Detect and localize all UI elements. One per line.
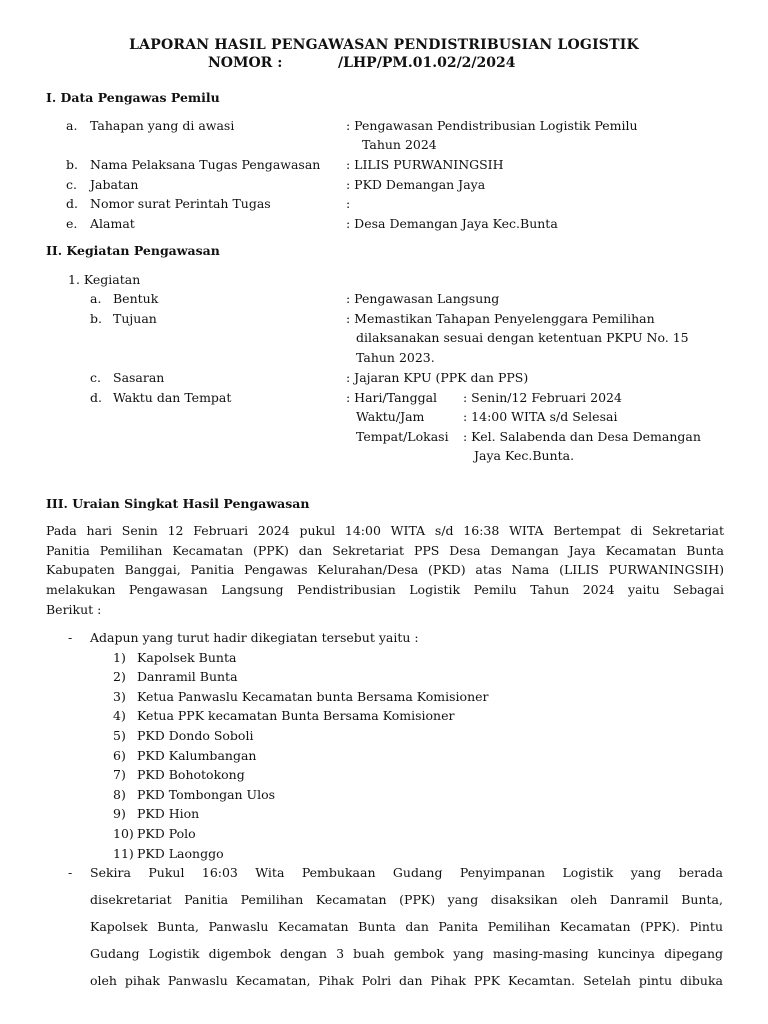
row-letter: d. — [66, 196, 78, 211]
row-letter: b. — [66, 157, 78, 172]
bullet-dash: - — [68, 630, 73, 645]
tempat-value: : Kel. Salabenda dan Desa Demangan — [463, 429, 701, 444]
list-number: 2) — [113, 669, 126, 684]
list-number: 3) — [113, 689, 126, 704]
row-value-cont: Tahun 2024 — [362, 137, 437, 152]
document-title: LAPORAN HASIL PENGAWASAN PENDISTRIBUSIAN LOGISTIK — [129, 37, 639, 53]
paragraph-line: Berikut : — [46, 602, 102, 617]
bullet-dash: - — [68, 865, 73, 880]
list-number: 10) — [113, 826, 134, 841]
list-item: Ketua Panwaslu Kecamatan bunta Bersama Komisioner — [137, 689, 489, 704]
row-value-b: : Senin/12 Februari 2024 — [463, 390, 622, 405]
row-label: Sasaran — [113, 370, 165, 385]
row-value: : PKD Demangan Jaya — [346, 177, 486, 192]
row-letter: c. — [90, 370, 101, 385]
row-label: Alamat — [90, 216, 135, 231]
row-letter: d. — [90, 390, 102, 405]
row-value: : Jajaran KPU (PPK dan PPS) — [346, 370, 529, 385]
list-item: PKD Hion — [137, 806, 200, 821]
paragraph-line: melakukan Pengawasan Langsung Pendistribusian Logistik Pemilu Tahun 2024 yaitu Sebagai — [46, 582, 724, 597]
section1-heading: I. Data Pengawas Pemilu — [46, 90, 220, 105]
paragraph-line: Sekira Pukul 16:03 Wita Pembukaan Gudang Penyimpanan Logistik yang berada — [90, 865, 723, 880]
row-label: Bentuk — [113, 291, 159, 306]
row-value-cont: Tahun 2023. — [356, 350, 435, 365]
list-number: 4) — [113, 708, 126, 723]
row-label: Jabatan — [90, 177, 139, 192]
row-label: Nama Pelaksana Tugas Pengawasan — [90, 157, 321, 172]
row-value: : Pengawasan Pendistribusian Logistik Pemilu — [346, 118, 638, 133]
paragraph-line: oleh pihak Panwaslu Kecamatan, Pihak Polri dan Pihak PPK Kecamtan. Setelah pintu dibuka — [90, 973, 723, 988]
list-item: PKD Bohotokong — [137, 767, 245, 782]
tempat-value-cont: Jaya Kec.Bunta. — [474, 448, 575, 463]
row-letter: a. — [90, 291, 102, 306]
paragraph-line: Kapolsek Bunta, Panwaslu Kecamatan Bunta dan Panita Pemilihan Kecamatan (PPK). Pintu — [90, 919, 723, 934]
list-item: PKD Kalumbangan — [137, 748, 257, 763]
row-label: Nomor surat Perintah Tugas — [90, 196, 271, 211]
paragraph-line: Panitia Pemilihan Kecamatan (PPK) dan Sekretariat PPS Desa Demangan Jaya Kecamatan Bunta — [46, 543, 724, 558]
row-letter: a. — [66, 118, 78, 133]
nomor-value: /LHP/PM.01.02/2/2024 — [338, 55, 516, 71]
paragraph-line: Gudang Logistik digembok dengan 3 buah gembok yang masing-masing kuncinya dipegang — [90, 946, 723, 961]
row-value: : Desa Demangan Jaya Kec.Bunta — [346, 216, 558, 231]
list-number: 6) — [113, 748, 126, 763]
row-value: : Hari/Tanggal — [346, 390, 438, 405]
list-item: PKD Polo — [137, 826, 196, 841]
list-number: 5) — [113, 728, 126, 743]
list-number: 1) — [113, 650, 126, 665]
paragraph-line: Kabupaten Banggai, Panitia Pengawas Kelurahan/Desa (PKD) atas Nama (LILIS PURWANINGSIH) — [46, 562, 724, 577]
row-value-cont: dilaksanakan sesuai dengan ketentuan PKPU No. 15 — [356, 330, 689, 345]
section3-heading: III. Uraian Singkat Hasil Pengawasan — [46, 496, 310, 511]
nomor-label: NOMOR : — [208, 55, 283, 71]
list-item: Ketua PPK kecamatan Bunta Bersama Komisioner — [137, 708, 455, 723]
list-number: 7) — [113, 767, 126, 782]
waktu-value: : 14:00 WITA s/d Selesai — [463, 409, 618, 424]
paragraph-line: disekretariat Panitia Pemilihan Kecamatan (PPK) yang disaksikan oleh Danramil Bunta, — [90, 892, 723, 907]
row-letter: e. — [66, 216, 78, 231]
section2-heading: II. Kegiatan Pengawasan — [46, 243, 220, 258]
list-item: PKD Tombongan Ulos — [137, 787, 276, 802]
row-label: Waktu dan Tempat — [113, 390, 232, 405]
list-number: 11) — [113, 846, 134, 861]
list-item: Danramil Bunta — [137, 669, 238, 684]
row-label: Tahapan yang di awasi — [90, 118, 235, 133]
tempat-label: Tempat/Lokasi — [356, 429, 449, 444]
list-number: 9) — [113, 806, 126, 821]
list-item: PKD Dondo Soboli — [137, 728, 254, 743]
row-label: Tujuan — [113, 311, 157, 326]
row-value: : — [346, 196, 351, 211]
row-value: : Memastikan Tahapan Penyelenggara Pemilihan — [346, 311, 655, 326]
row-letter: c. — [66, 177, 77, 192]
kegiatan-item: 1. Kegiatan — [68, 272, 141, 287]
bullet-text: Adapun yang turut hadir dikegiatan tersebut yaitu : — [90, 630, 419, 645]
list-number: 8) — [113, 787, 126, 802]
row-letter: b. — [90, 311, 102, 326]
paragraph-line: Pada hari Senin 12 Februari 2024 pukul 14:00 WITA s/d 16:38 WITA Bertempat di Sekretariat — [46, 523, 724, 538]
list-item: Kapolsek Bunta — [137, 650, 237, 665]
row-value: : Pengawasan Langsung — [346, 291, 500, 306]
list-item: PKD Laonggo — [137, 846, 224, 861]
waktu-label: Waktu/Jam — [356, 409, 425, 424]
row-value: : LILIS PURWANINGSIH — [346, 157, 504, 172]
